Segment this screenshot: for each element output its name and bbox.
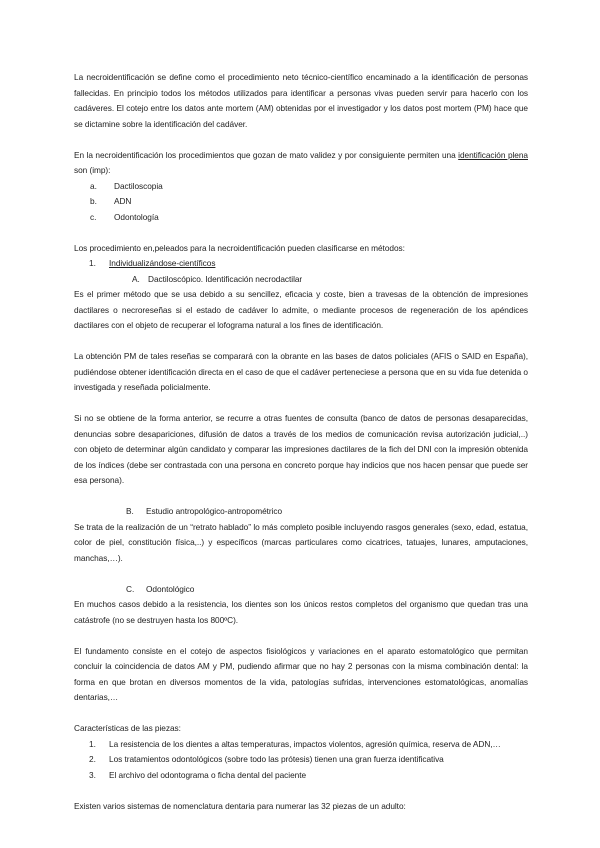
list-item	[74, 210, 528, 226]
document-page	[74, 70, 528, 814]
subsection-marker: A.	[132, 273, 140, 284]
procedures-lead	[74, 148, 528, 179]
dactiloscopico-paragraph-2: La obtención PM de tales reseñas se comparará con la obrante en las bases de datos policiales (AFIS o SAID en España), pudiéndose obtener identificación directa en el caso de que el cadáver perteneciese a persona que en su vida fue detenida o investigada y reseñada policialmente.	[74, 351, 528, 392]
odontologico-paragraph-1: En muchos casos debido a la resistencia, los dientes son los únicos restos completos del organismo que quedan tras una catástrofe (no se destruyen hasta los 800ºC).	[74, 599, 528, 625]
list-item-text: Odontología	[114, 211, 159, 222]
section-marker: 1.	[89, 258, 96, 268]
list-marker: 3.	[89, 769, 96, 780]
list-marker: b.	[90, 196, 97, 206]
list-item-text: ADN	[114, 196, 132, 206]
list-item	[74, 737, 528, 753]
list-item-text: Los tratamientos odontológicos (sobre todo las prótesis) tienen una gran fuerza identificativa	[109, 754, 444, 764]
section-title: Individualizándose-científicos	[109, 258, 216, 268]
subsection-heading-c	[74, 582, 528, 598]
dactiloscopico-paragraph-1: Es el primer método que se usa debido a su sencillez, eficacia y coste, bien a travesas de la obtención de impresiones dactilares o necroreseñas si el estado de cadáver lo admite, o mediante procesos de regeneración de los apéndices dactilares con el objeto de recuperar el lofograma natural a los fines de identificación.	[74, 289, 528, 330]
list-item-text: El archivo del odontograma o ficha dental del paciente	[109, 769, 307, 780]
procedures-lead-tail: son (imp):	[74, 165, 111, 175]
closing-paragraph: Existen varios sistemas de nomenclatura dentaria para numerar las 32 piezas de un adulto:	[74, 800, 406, 811]
identificacion-plena-term: identificación plena	[458, 149, 528, 160]
procedures-lead-text: En la necroidentificación los procedimientos que gozan de mato validez y por consiguiente permiten una	[74, 149, 459, 160]
subsection-title: Odontológico	[146, 583, 195, 594]
dactiloscopico-paragraph-3: Si no se obtiene de la forma anterior, se recurre a otras fuentes de consulta (banco de datos de personas desaparecidas, denuncias sobre desapariciones, difusión de datos a través de los medios de comunicación revisa autorización judicial,..) con objeto de determinar algún candidato y comparar las impresiones dactilares de la fich del DNI con la impresión obtenida de los índices (debe ser contrastada con una persona en concreto porque hay indicios que nos hacen pensar que puede ser esa persona).	[74, 413, 528, 485]
subsection-title: Estudio antropológico-antropométrico	[146, 506, 283, 516]
intro-paragraph: La necroidentificación se define como el procedimiento neto técnico-científico encaminado a la identificación de personas fallecidas. En principio todos los métodos utilizados para identificar a personas vivas pueden servir para hacerlo con los cadáveres. El cotejo entre los datos ante mortem (AM) obtenidas por el investigador y los datos post mortem (PM) hace que se dictamine sobre la identificación del cadáver.	[74, 72, 528, 129]
pieces-heading: Características de las piezas:	[74, 723, 181, 733]
list-marker: c.	[90, 211, 97, 222]
subsection-heading-a	[74, 272, 528, 288]
section-heading-1	[74, 256, 528, 272]
list-item	[74, 194, 528, 210]
list-item	[74, 179, 528, 195]
list-item	[74, 752, 528, 768]
subsection-heading-b	[74, 504, 528, 520]
list-marker: 1.	[89, 738, 96, 749]
antropologico-paragraph: Se trata de la realización de un “retrato hablado” lo más completo posible incluyendo rasgos generales (sexo, edad, estatua, color de piel, constitución física,..) y específicos (marcas particulares como cicatrices, tatuajes, lunares, amputaciones, manchas,…).	[74, 521, 528, 563]
subsection-marker: C.	[126, 583, 135, 594]
list-marker: a.	[90, 180, 97, 191]
list-item-text: Dactiloscopia	[114, 180, 163, 191]
subsection-title: Dactiloscópico. Identificación necrodactilar	[148, 273, 303, 284]
methods-intro: Los procedimiento en,peleados para la necroidentificación pueden clasificarse en métodos:	[74, 242, 405, 253]
subsection-marker: B.	[126, 506, 134, 516]
list-item-text: La resistencia de los dientes a altas temperaturas, impactos violentos, agresión química, reserva de ADN,…	[109, 738, 501, 749]
list-item	[74, 768, 528, 784]
odontologico-paragraph-2: El fundamento consiste en el cotejo de aspectos fisiológicos y variaciones en el aparato estomatológico que permitan concluir la coincidencia de datos AM y PM, pudiendo afirmar que no hay 2 personas con la misma combinación dental: la forma en que brotan en diversos momentos de la vida, patologías sufridas, intervenciones estomatológicas, anomalías dentarias,…	[74, 645, 528, 702]
list-marker: 2.	[89, 754, 96, 764]
